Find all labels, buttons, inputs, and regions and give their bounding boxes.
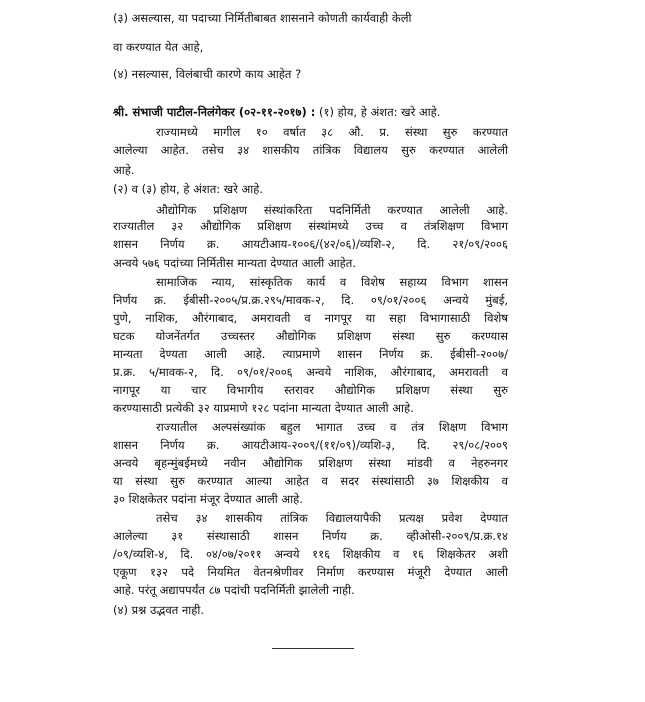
question-3-line-2: वा करण्यात येत आहे, bbox=[113, 40, 204, 54]
paragraph-2-line-1: औद्योगिक प्रशिक्षण संस्थांकरिता पदनिर्मिती करण्यात आलेली आहे. bbox=[156, 203, 508, 217]
paragraph-3-line-4: घटक योजनेंतर्गत उच्चस्तर औद्योगिक प्रशिक्षण संस्था सुरु करण्यास bbox=[113, 329, 508, 343]
paragraph-4-line-4: या संस्था सुरु करण्यात आल्या आहेत व सदर संस्थांसाठी ३७ शिक्षकीय व bbox=[113, 474, 508, 488]
paragraph-3-line-2: निर्णय क्र. ईबीसी-२००५/प्र.क्र.२९५/मावक-२, दि. ०९/०१/२००६ अन्वये मुंबई, bbox=[113, 293, 508, 307]
paragraph-3-line-3: पुणे, नाशिक, औरंगाबाद, अमरावती व नागपूर या सहा विभागासाठी विशेष bbox=[113, 311, 508, 325]
answer-heading bbox=[113, 104, 440, 120]
paragraph-4-line-5: ३० शिक्षकेतर पदांना मंजूर देण्यात आली आहे. bbox=[113, 492, 303, 506]
question-3-line-1: (३) असल्यास, या पदाच्या निर्मितीबाबत शासनाने कोणती कार्यवाही केली bbox=[113, 11, 412, 25]
paragraph-5-line-2: आलेल्या ३१ संस्थासाठी शासन निर्णय क्र. व्हीओसी-२००९/प्र.क्र.१४ bbox=[113, 529, 508, 543]
paragraph-3-line-1: सामाजिक न्याय, सांस्कृतिक कार्य व विशेष सहाय्य विभाग शासन bbox=[156, 275, 508, 289]
paragraph-3-line-5: मान्यता देण्यता आली आहे. त्याप्रमाणे शासन निर्णय क्र. ईबीसी-२००७/ bbox=[113, 347, 508, 361]
answer-intro: (१) होय, हे अंशत: खरे आहे. bbox=[315, 105, 441, 119]
paragraph-5-line-4: एकूण १३२ पदे नियमित वेतनश्रेणीवर निर्माण करण्यास मंजूरी देण्यात आली bbox=[113, 565, 508, 579]
paragraph-1-line-2: आलेल्या आहेत. तसेच ३४ शासकीय तांत्रिक विद्यालय सुरु करण्यात आलेली bbox=[113, 143, 508, 157]
paragraph-5-line-3: /०९/व्यशि-४, दि. ०४/०७/२०११ अन्वये ११६ शिक्षकीय व १६ शिक्षकेतर अशी bbox=[113, 547, 508, 561]
question-4: (४) नसल्यास, विलंबाची कारणे काय आहेत ? bbox=[113, 67, 302, 81]
paragraph-2-line-2: राज्यातील ३२ औद्योगिक प्रशिक्षण संस्थांमध्ये उच्च व तंत्रशिक्षण विभाग bbox=[113, 219, 508, 233]
paragraph-1-line-3: आहे. bbox=[113, 163, 135, 177]
paragraph-5-line-1: तसेच ३४ शासकीय तांत्रिक विद्यालयापैकी प्रत्यक्ष प्रवेश देण्यात bbox=[156, 511, 508, 525]
paragraph-5-line-5: आहे. परंतू अद्यापपर्यंत ८७ पदांची पदनिर्मिती झालेली नाही. bbox=[113, 583, 355, 597]
paragraph-3-line-8: करण्यासाठी प्रत्येकी ३२ याप्रमाणे १२८ पदांना मान्यता देण्यात आली आहे. bbox=[113, 401, 414, 415]
closing-rule bbox=[272, 648, 354, 649]
paragraph-4-line-3: अन्वये बृहन्मुंबईमध्ये नवीन औद्योगिक प्रशिक्षण संस्था मांडवी व नेहरुनगर bbox=[113, 456, 508, 470]
paragraph-1-line-1: राज्यामध्ये मागील १० वर्षात ३८ औ. प्र. संस्था सुरु करण्यात bbox=[156, 125, 508, 139]
paragraph-3-line-7: नागपूर या चार विभागीय स्तरावर औद्योगिक प्रशिक्षण संस्था सुरु bbox=[113, 383, 508, 397]
paragraph-4-line-1: राज्यातील अल्पसंख्यांक बहुल भागात उच्च व तंत्र शिक्षण विभाग bbox=[156, 420, 508, 434]
answer-speaker: श्री. संभाजी पाटील-निलंगेकर (०२-११-२०१७) : bbox=[113, 105, 316, 119]
answer-2-3: (२) व (३) होय, हे अंशत: खरे आहे. bbox=[113, 182, 264, 196]
answer-4: (४) प्रश्न उद्भवत नाही. bbox=[113, 603, 205, 617]
paragraph-2-line-4: अन्वये ५७६ पदांच्या निर्मितीस मान्यता देण्यात आली आहेत. bbox=[113, 256, 356, 270]
paragraph-2-line-3: शासन निर्णय क्र. आयटीआय-१००६/(४२/०६)/व्यशि-२, दि. २१/०९/२००६ bbox=[113, 237, 508, 251]
paragraph-3-line-6: प्र.क्र. ५/मावक-२, दि. ०९/०१/२००६ अन्वये नाशिक, औरंगाबाद, अमरावती व bbox=[113, 365, 508, 379]
paragraph-4-line-2: शासन निर्णय क्र. आयटीआय-२००९/(११/०९)/व्यशि-३, दि. २९/०८/२००९ bbox=[113, 438, 508, 452]
